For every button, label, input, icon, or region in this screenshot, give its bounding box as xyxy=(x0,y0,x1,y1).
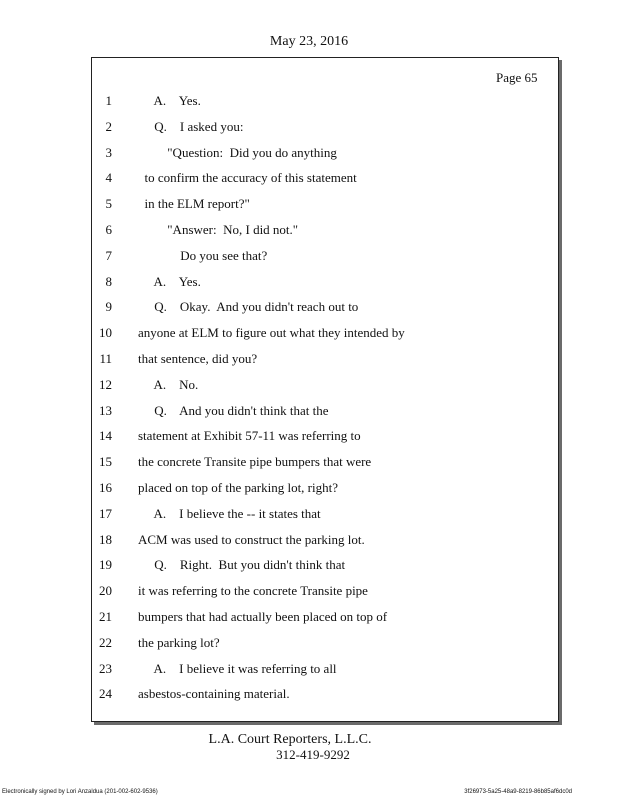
line-number: 23 xyxy=(99,660,112,676)
line-number: 12 xyxy=(99,376,112,392)
line-number: 7 xyxy=(105,247,112,263)
line-number: 22 xyxy=(99,634,112,650)
line-number: 3 xyxy=(105,144,112,160)
line-text: A. No. xyxy=(138,376,199,392)
line-number: 10 xyxy=(99,325,112,341)
line-number: 13 xyxy=(99,402,112,418)
line-text: A. Yes. xyxy=(138,93,201,108)
line-number: 18 xyxy=(99,531,112,547)
line-number: 24 xyxy=(99,686,112,702)
line-text: in the ELM report?" xyxy=(138,196,250,212)
line-text: "Answer: No, I did not." xyxy=(138,222,299,237)
line-text: "Question: Did you do anything xyxy=(138,144,337,160)
line-text: the parking lot? xyxy=(138,634,220,650)
line-number: 17 xyxy=(99,505,112,521)
line-text: statement at Exhibit 57-11 was referring to xyxy=(138,428,361,444)
line-text: Q. Okay. And you didn't reach out to xyxy=(138,299,359,315)
line-text: A. I believe the -- it states that xyxy=(138,505,321,521)
line-number: 20 xyxy=(99,583,112,599)
line-number: 21 xyxy=(99,609,112,624)
court-reporter-name: L.A. Court Reporters, L.L.C. xyxy=(208,732,372,747)
line-text: Q. And you didn't think that the xyxy=(138,402,329,418)
line-number: 15 xyxy=(99,454,112,470)
line-text: A. Yes. xyxy=(138,273,201,289)
page-number: Page 65 xyxy=(496,70,538,85)
line-text: ACM was used to construct the parking lot. xyxy=(138,531,365,547)
line-text: A. I believe it was referring to all xyxy=(138,660,337,676)
line-text: the concrete Transite pipe bumpers that were xyxy=(138,454,372,470)
document-id: 3f26973-5a25-48a9-8219-86b85af6dc0d xyxy=(464,789,572,795)
line-text: anyone at ELM to figure out what they intended by xyxy=(138,325,405,341)
line-text: Q. Right. But you didn't think that xyxy=(138,557,346,573)
line-number: 6 xyxy=(105,222,112,237)
line-text: Do you see that? xyxy=(138,247,268,263)
line-number: 11 xyxy=(99,351,112,366)
line-number: 2 xyxy=(105,118,112,134)
line-number: 16 xyxy=(99,480,112,495)
line-number: 9 xyxy=(105,299,112,315)
line-number: 19 xyxy=(99,557,112,573)
transcript-date: May 23, 2016 xyxy=(269,34,349,49)
line-number: 14 xyxy=(99,428,112,444)
line-text: to confirm the accuracy of this statement xyxy=(138,170,357,186)
line-text: that sentence, did you? xyxy=(138,351,258,366)
court-reporter-phone: 312-419-9292 xyxy=(276,747,350,762)
line-number: 5 xyxy=(105,196,112,212)
line-text: it was referring to the concrete Transite pipe xyxy=(138,583,368,599)
electronic-signature: Electronically signed by Lori Anzaldua (201-002-602-9536) xyxy=(2,789,158,795)
line-number: 8 xyxy=(105,273,112,289)
line-text: Q. I asked you: xyxy=(138,118,244,134)
line-text: bumpers that had actually been placed on top of xyxy=(138,609,388,624)
line-number: 1 xyxy=(105,93,112,108)
line-text: placed on top of the parking lot, right? xyxy=(138,480,339,495)
line-text: asbestos-containing material. xyxy=(138,686,290,702)
line-number: 4 xyxy=(105,170,112,186)
